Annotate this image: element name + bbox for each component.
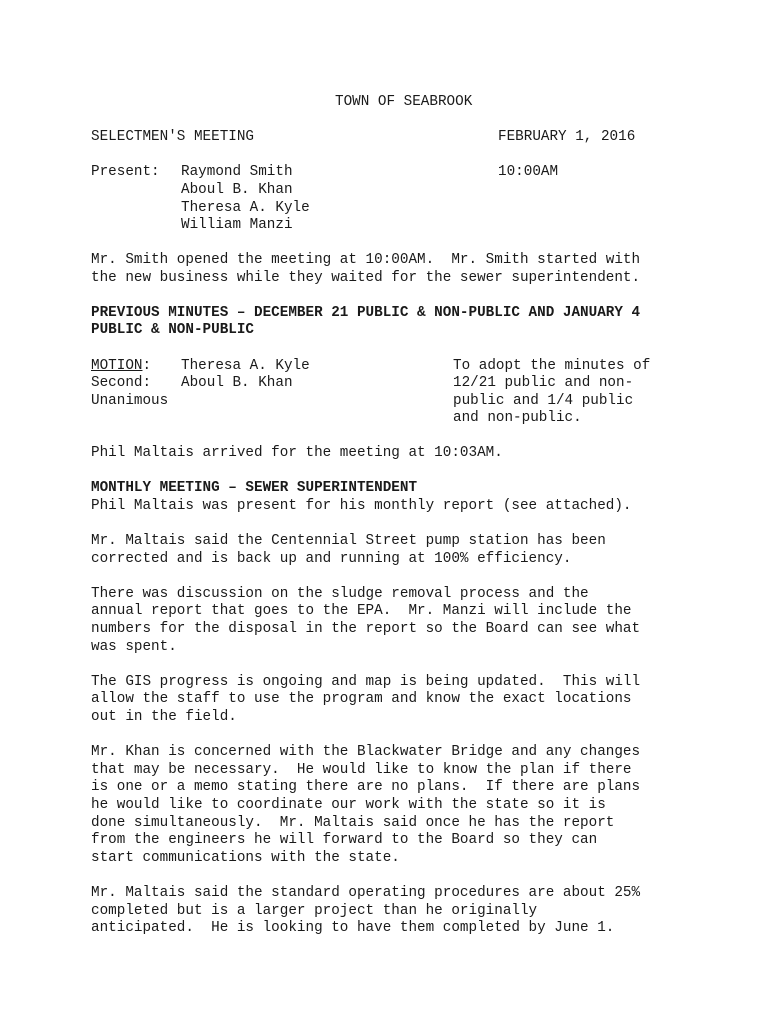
page-title: TOWN OF SEABROOK — [335, 94, 473, 110]
vote-result: Unanimous — [91, 393, 169, 409]
present-member: William Manzi — [181, 217, 293, 233]
motion-label-line — [91, 358, 151, 375]
arrival-note: Phil Maltais arrived for the meeting at 10:03AM. — [91, 445, 503, 461]
sewer-paragraph-line: was spent. — [91, 639, 177, 655]
opening-paragraph-line: Mr. Smith opened the meeting at 10:00AM. Mr. Smith started with — [91, 252, 641, 268]
section-heading-previous-minutes: PREVIOUS MINUTES – DECEMBER 21 PUBLIC & NON-PUBLIC AND JANUARY 4 — [91, 305, 641, 321]
motion-colon: : — [142, 358, 152, 374]
present-member: Aboul B. Khan — [181, 182, 293, 198]
sewer-paragraph-line: from the engineers he will forward to the Board so they can — [91, 832, 598, 848]
meeting-time: 10:00AM — [498, 164, 559, 180]
sewer-paragraph-line: Phil Maltais was present for his monthly report (see attached). — [91, 498, 632, 514]
motion-action-line: public and 1/4 public — [453, 393, 634, 409]
sewer-paragraph-line: anticipated. He is looking to have them completed by June 1. — [91, 920, 615, 936]
meeting-name: SELECTMEN'S MEETING — [91, 129, 255, 145]
sewer-paragraph-line: allow the staff to use the program and know the exact locations — [91, 691, 632, 707]
motion-action-line: To adopt the minutes of — [453, 358, 651, 374]
motion-action-line: and non-public. — [453, 410, 582, 426]
sewer-paragraph-line: completed but is a larger project than he originally — [91, 903, 538, 919]
sewer-paragraph-line: The GIS progress is ongoing and map is being updated. This will — [91, 674, 641, 690]
present-member: Raymond Smith — [181, 164, 293, 180]
sewer-paragraph-line: numbers for the disposal in the report so the Board can see what — [91, 621, 641, 637]
sewer-paragraph-line: start communications with the state. — [91, 850, 400, 866]
section-heading-previous-minutes: PUBLIC & NON-PUBLIC — [91, 322, 255, 338]
present-member: Theresa A. Kyle — [181, 200, 310, 216]
sewer-paragraph-line: out in the field. — [91, 709, 237, 725]
second-by: Aboul B. Khan — [181, 375, 293, 391]
sewer-paragraph-line: Mr. Khan is concerned with the Blackwater Bridge and any changes — [91, 744, 641, 760]
sewer-paragraph-line: annual report that goes to the EPA. Mr. Manzi will include the — [91, 603, 632, 619]
second-label: Second: — [91, 375, 152, 391]
meeting-date: FEBRUARY 1, 2016 — [498, 129, 636, 145]
sewer-paragraph-line: is one or a memo stating there are no plans. If there are plans — [91, 779, 641, 795]
sewer-paragraph-line: corrected and is back up and running at 100% efficiency. — [91, 551, 572, 567]
sewer-paragraph-line: that may be necessary. He would like to know the plan if there — [91, 762, 632, 778]
motion-action-line: 12/21 public and non- — [453, 375, 634, 391]
sewer-paragraph-line: Mr. Maltais said the Centennial Street pump station has been — [91, 533, 606, 549]
sewer-paragraph-line: he would like to coordinate our work with the state so it is — [91, 797, 606, 813]
sewer-paragraph-line: Mr. Maltais said the standard operating procedures are about 25% — [91, 885, 641, 901]
sewer-paragraph-line: There was discussion on the sludge removal process and the — [91, 586, 589, 602]
present-label: Present: — [91, 164, 160, 180]
opening-paragraph-line: the new business while they waited for the sewer superintendent. — [91, 270, 641, 286]
sewer-paragraph-line: done simultaneously. Mr. Maltais said once he has the report — [91, 815, 615, 831]
motion-by: Theresa A. Kyle — [181, 358, 310, 374]
motion-label: MOTION — [91, 358, 143, 374]
section-heading-sewer: MONTHLY MEETING – SEWER SUPERINTENDENT — [91, 480, 418, 496]
